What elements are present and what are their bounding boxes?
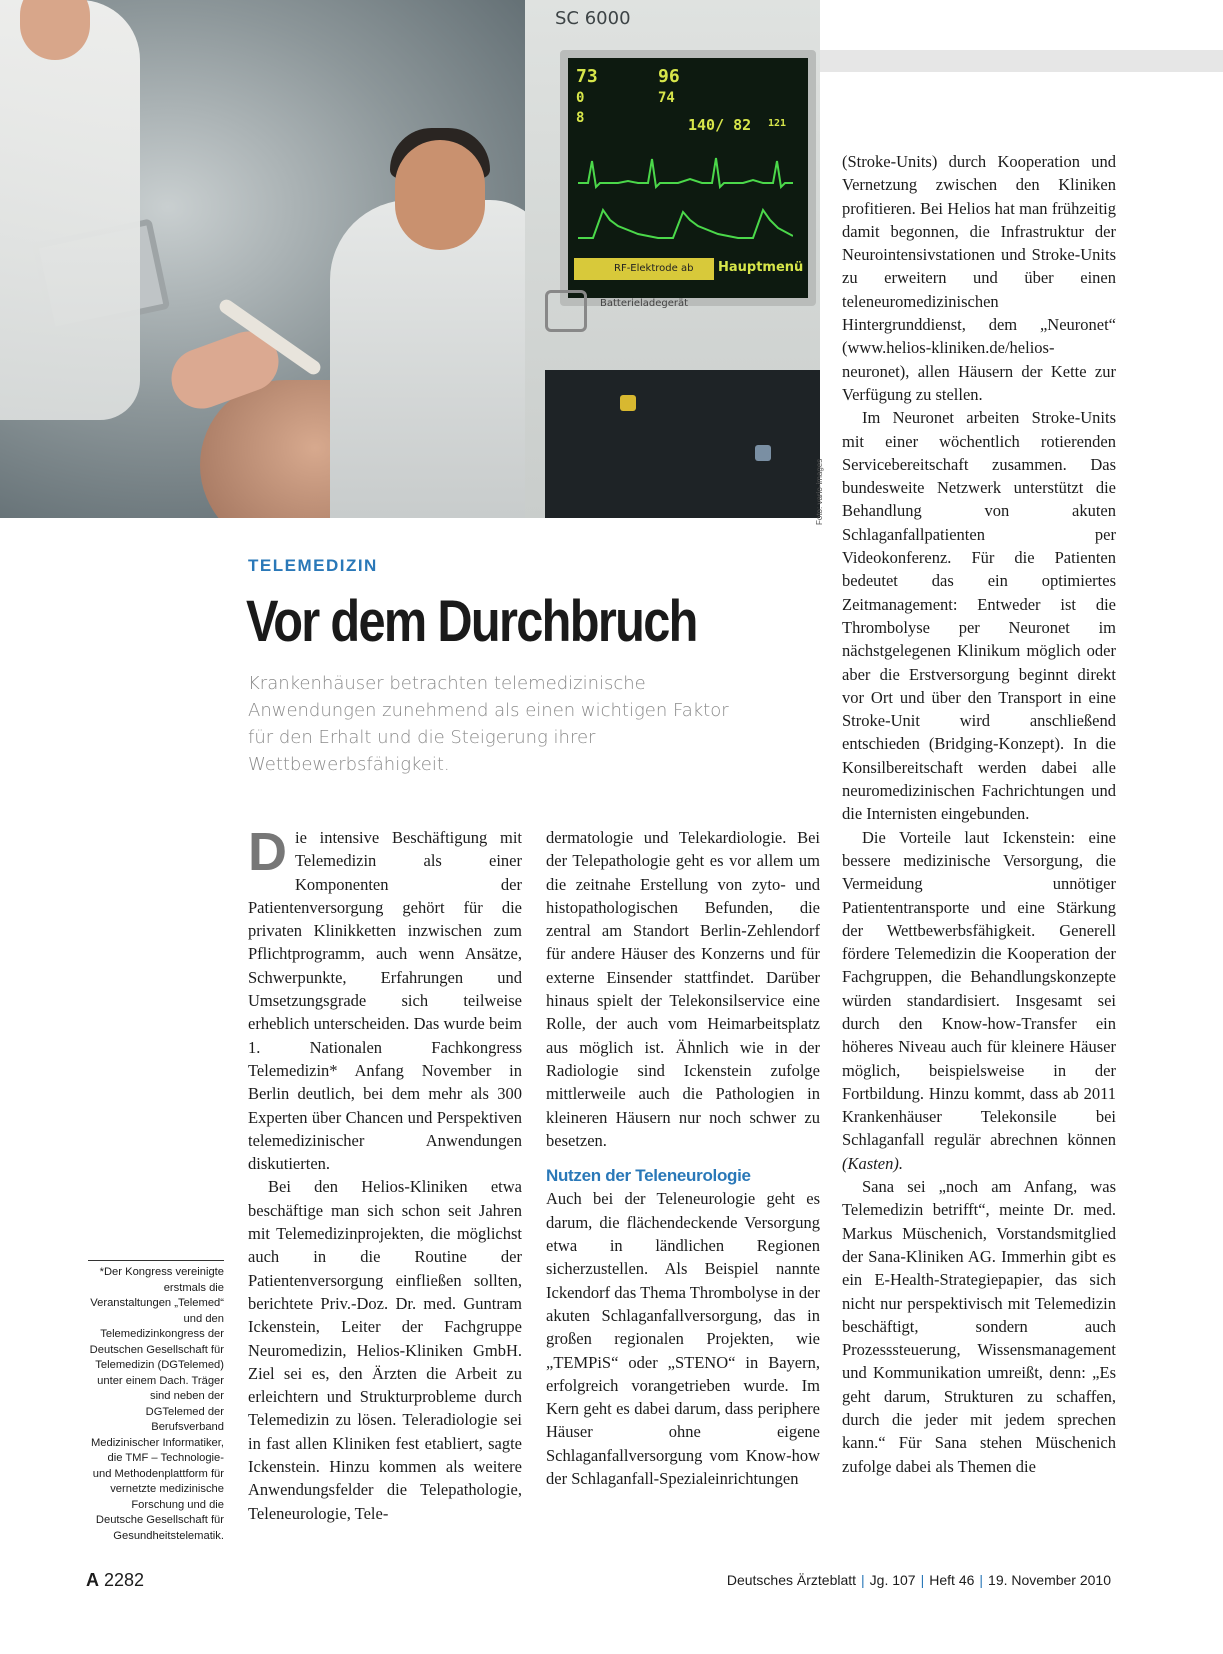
- article-column-1: [248, 822, 522, 1525]
- paragraph: dermatologie und Telekardiologie. Bei der Telepathologie geht es vor allem um die zeitnahe Erstellung von zyto- und histopathologischen Befunden, die zentral am Standort Berlin-Zehlendorf für andere Häuser des Konzerns und für externe Einsender stattfindet. Darüber hinaus spielt der Telekonsilservice eine Rolle, der auch vom Heimarbeitsplatz aus möglich ist. Ähnlich wie in der Radiologie sind Ickenstein zufolge mittlerweile auch die Pathologien in kleineren Häusern nur noch schwer zu besetzen.: [546, 828, 820, 1150]
- separator: |: [920, 1572, 925, 1588]
- separator: |: [979, 1572, 984, 1588]
- screen-hf: 73: [576, 66, 598, 87]
- screen-spo2: 96: [658, 66, 680, 87]
- monitor-screen: [560, 50, 816, 306]
- article-photo: [0, 0, 820, 518]
- subheading: Nutzen der Teleneurologie: [546, 1166, 751, 1186]
- journal-volume: Jg. 107: [869, 1572, 916, 1588]
- screen-main-menu: Hauptmenü: [718, 260, 804, 275]
- kasten-reference: (Kasten).: [842, 1153, 903, 1173]
- ecg-wave: [578, 153, 793, 193]
- screen-st: 0: [576, 90, 585, 106]
- screen-alarm-bar: RF-Elektrode ab: [574, 258, 714, 280]
- paragraph: Auch bei der Teleneurologie geht es darum, die flächendeckende Versorgung etwa in ländlichen Regionen sicherzustellen. Als Beispiel nannte Ickendorf das Thema Thrombolyse in der akuten Schlaganfallversorgung, das in großen regionalen Projekten, wie „TEMPiS“ oder „STENO“ in Bayern, erfolgreich vorangetrieben wurde. Im Kern geht es dabei darum, dass periphere Häuser ohne eigene Schlaganfallversorgung vom Know-how der Schlaganfall-Spezialeinrichtungen: [546, 1189, 820, 1489]
- monitor-model-label: SC 6000: [555, 8, 631, 29]
- device-base: [545, 370, 820, 518]
- rubric: TELEMEDIZIN: [248, 556, 378, 575]
- dropcap: D: [248, 822, 287, 882]
- paragraph: [248, 822, 522, 1175]
- headline: Vor dem Durchbruch: [246, 589, 697, 654]
- page-number: [86, 1570, 144, 1591]
- monitor-knob: [545, 290, 587, 332]
- footnote: *Der Kongress vereinigte erstmals die Veranstaltungen „Telemed“ und den Telemedizinkongress der Deutschen Gesellschaft für Telemedizin (DGTelemed) unter einem Dach. Träger sind neben der DGTelemed der Berufsverband Medizinischer Informatiker, die TMF – Technologie- und Methodenplattform für vernetzte medizinische Forschung und die Deutsche Gesellschaft für Gesundheitstelematik.: [88, 1260, 224, 1544]
- paragraph: [842, 826, 1116, 1175]
- paragraph-text: ie intensive Beschäftigung mit Telemedizin als einer Komponenten der Patientenversorgung gehört für die privaten Klinikketten inzwischen zum Pflichtprogramm, auch wenn Ansätze, Schwerpunkte, Erfahrungen und Umsetzungsgrade sich teilweise erheblich unterscheiden. Das wurde beim 1. Nationalen Fachkongress Telemedizin* Anfang November in Berlin deutlich, bei dem mehr als 300 Experten über Chancen und Perspektiven telemedizinischer Anwendungen diskutierten.: [248, 828, 522, 1174]
- battery-label: Batterieladegerät: [600, 298, 689, 309]
- paragraph: Bei den Helios-Kliniken etwa beschäftige man sich schon seit Jahren mit Telemedizinprojekten, die möglichst auch in die Routine der Patientenversorgung einfließen sollten, berichtete Priv.-Doz. Dr. med. Guntram Ickenstein, Leiter der Fachgruppe Neuromedizin, Helios-Kliniken GmbH. Ziel sei es, den Ärzten die Arbeit zu erleichtern und Strukturprobleme durch Telemedizin zu lösen. Teleradiologie sei in fast allen Kliniken fest etabliert, sagte Ickenstein. Hinzu kommen als weitere Anwendungsfelder die Telepathologie, Teleneurologie, Tele-: [248, 1177, 522, 1523]
- folio-number: 2282: [104, 1570, 145, 1590]
- pressure-wave: [578, 198, 793, 248]
- paragraph: (Stroke-Units) durch Kooperation und Vernetzung zwischen den Kliniken profitieren. Bei Helios hat man frühzeitig damit begonnen, die Infrastruktur der Neurointensivstationen und Stroke-Units zu erweitern und über einen teleneuromedizinischen Hintergrunddienst, dem „Neuronet“ (www.helios-kliniken.de/helios-neuronet), allen Häusern der Kette zur Verfügung zu stellen.: [842, 152, 1116, 404]
- screen-temp: 74: [658, 90, 675, 106]
- screen-nibp-mean: 121: [768, 118, 787, 129]
- journal-date: 19. November 2010: [988, 1572, 1111, 1588]
- screen-resp: 8: [576, 110, 585, 126]
- doctor-left-coat: [0, 0, 140, 420]
- separator: |: [861, 1572, 865, 1588]
- article-column-3: [842, 150, 1116, 1478]
- photo-credit: Foto: vario-images: [815, 458, 824, 525]
- paragraph: Im Neuronet arbeiten Stroke-Units mit einer wöchentlich rotierenden Servicebereitschaft zusammen. Das bundesweite Netzwerk unterstützt die Behandlung von akuten Schlaganfallpatienten per Videokonferenz. Für die Patienten bedeutet das ein optimiertes Zeitmanagement: Entweder ist die Thrombolyse per Neuronet im nächstgelegenen Klinikum möglich oder aber die Erstversorgung beginnt direkt vor Ort und über den Transport in eine Stroke-Unit wird anschließend entschieden (Bridging-Konzept). In die Konsilbereitschaft werden dabei alle neuromedizinischen Fachrichtungen und die Internisten eingebunden.: [842, 408, 1116, 824]
- article-column-2: [546, 826, 820, 1490]
- standfirst: Krankenhäuser betrachten telemedizinische Anwendungen zunehmend als einen wichtigen Faktor für den Erhalt und die Steigerung ihrer Wettbewerbsfähigkeit.: [248, 673, 729, 775]
- screen-nibp: 140/ 82: [688, 116, 752, 134]
- lock-icon: [620, 395, 636, 411]
- lock-icon: [755, 445, 771, 461]
- journal-issue: Heft 46: [929, 1572, 975, 1588]
- journal-name: Deutsches Ärzteblatt: [726, 1572, 857, 1588]
- doctor-right-face: [395, 140, 485, 250]
- paragraph-text: Die Vorteile laut Ickenstein: eine bessere medizinische Versorgung, die Vermeidung unnötiger Patiententransporte und eine Stärkung der Wettbewerbsfähigkeit. Generell fördere Telemedizin die Kooperation der Fachgruppen, die Behandlungskonzepte würden standardisiert. Insgesamt sei durch den Know-how-Transfer ein höheres Niveau auch für kleinere Häuser möglich, beispielsweise in der Fortbildung. Hinzu kommt, dass ab 2011 Krankenhäuser Telekonsile bei Schlaganfall regulär abrechnen können: [842, 827, 1116, 1150]
- paragraph: Sana sei „noch am Anfang, was Telemedizin betrifft“, meinte Dr. med. Markus Müschenich, Vorstandsmitglied der Sana-Kliniken AG. Immerhin gibt es ein E-Health-Strategiepapier, das sich nicht nur perspektivisch mit Telemedizin beschäftigt, sondern auch Prozesssteuerung, Wissensmanagement und Kommunikation umreißt, denn: „Es geht darum, Strukturen zu schaffen, durch die jeder mit jedem sprechen kann.“ Für Sana stehen Müschenich zufolge dabei als Themen die: [842, 1177, 1116, 1476]
- journal-masthead: [727, 1572, 1111, 1588]
- folio-letter: A: [86, 1570, 99, 1590]
- header-band: [820, 50, 1223, 72]
